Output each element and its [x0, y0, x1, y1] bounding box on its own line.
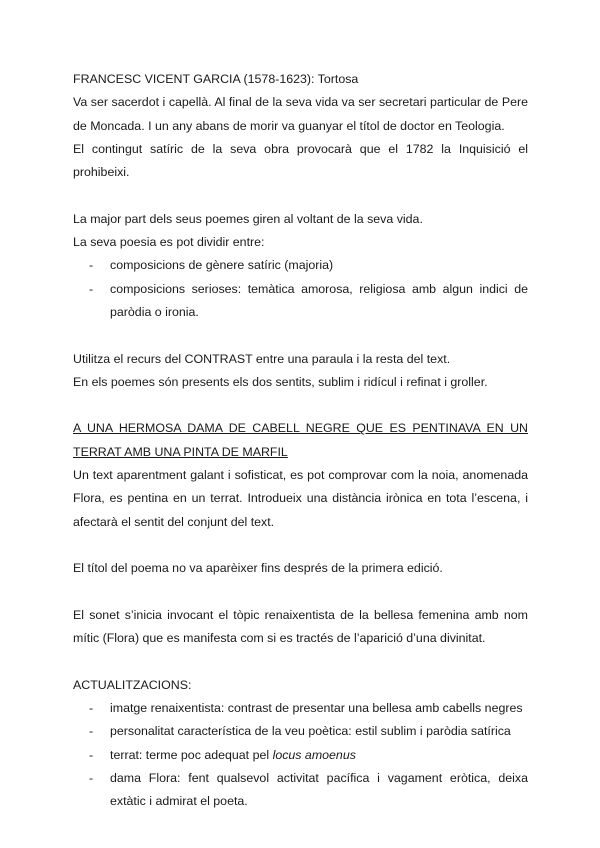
list-item-text: dama Flora: fent qualsevol activitat pacífica i vagament eròtica, deixa extàtic i admirat el poeta.: [110, 770, 528, 809]
poetry-types-list: [73, 254, 528, 324]
list-item: [73, 744, 528, 767]
list-item: [73, 278, 528, 325]
poem-title: A UNA HERMOSA DAMA DE CABELL NEGRE QUE ES PENTINAVA EN UN TERRAT AMB UNA PINTA DE MARFIL: [73, 421, 528, 459]
spacer: [73, 534, 528, 557]
dash-marker: -: [89, 701, 94, 716]
title-note: El títol del poema no va aparèixer fins després de la primera edició.: [73, 561, 443, 576]
spacer: [73, 650, 528, 673]
list-item-text: composicions serioses: temàtica amorosa, religiosa amb algun indici de paròdia o ironia.: [110, 281, 528, 319]
updates-list: [73, 697, 528, 813]
inquisition-paragraph: El contingut satíric de la seva obra provocarà que el 1782 la Inquisició el prohibeixi.: [73, 141, 528, 180]
spacer: [73, 581, 528, 604]
dash-marker: -: [89, 258, 94, 273]
spacer: [73, 394, 528, 417]
author-heading: FRANCESC VICENT GARCIA (1578-1623): Tortosa: [73, 72, 359, 86]
poems-intro: La major part dels seus poemes giren al voltant de la seva vida.: [73, 211, 423, 226]
list-item: [73, 767, 528, 814]
contrast-line: Utilitza el recurs del CONTRAST entre una paraula i la resta del text.: [73, 351, 451, 366]
list-item-text: composicions de gènere satíric (majoria): [110, 258, 334, 273]
spacer: [73, 184, 528, 207]
italic-term: locus amoenus: [272, 747, 356, 762]
sonnet-note: El sonet s’inicia invocant el tòpic renaixentista de la bellesa femenina amb nom mític (Flora) que es manifesta com si es tractés de l’aparició d’una divinitat.: [73, 607, 528, 646]
updates-heading: ACTUALITZACIONS:: [73, 677, 192, 692]
poems-division: La seva poesia es pot dividir entre:: [73, 235, 265, 250]
bio-paragraph: Va ser sacerdot i capellà. Al final de la seva vida va ser secretari particular de Pere de Moncada. I un any abans de morir va guanyar el títol de doctor en Teologia.: [73, 95, 528, 133]
list-item-text: personalitat característica de la veu poètica: estil sublim i paròdia satírica: [110, 724, 511, 739]
poem-analysis-paragraph: Un text aparentment galant i sofisticat, es pot comprovar com la noia, anomenada Flora, es pentina en un terrat. Introdueix una distància irònica en tota l’escena, i afectarà el sentit del conjunt del text.: [73, 468, 528, 529]
list-item: [73, 254, 528, 277]
list-item: [73, 720, 528, 743]
dash-marker: -: [89, 770, 94, 785]
list-item-text: terrat: terme poc adequat pel: [110, 747, 273, 762]
spacer: [73, 324, 528, 347]
list-item: [73, 697, 528, 720]
list-item-text: imatge renaixentista: contrast de presentar una bellesa amb cabells negres: [110, 701, 523, 716]
senses-line: En els poemes són presents els dos sentits, sublim i ridícul i refinat i groller.: [73, 374, 488, 389]
dash-marker: -: [89, 281, 94, 296]
dash-marker: -: [89, 724, 94, 739]
document-body: [73, 68, 528, 814]
dash-marker: -: [89, 747, 94, 762]
